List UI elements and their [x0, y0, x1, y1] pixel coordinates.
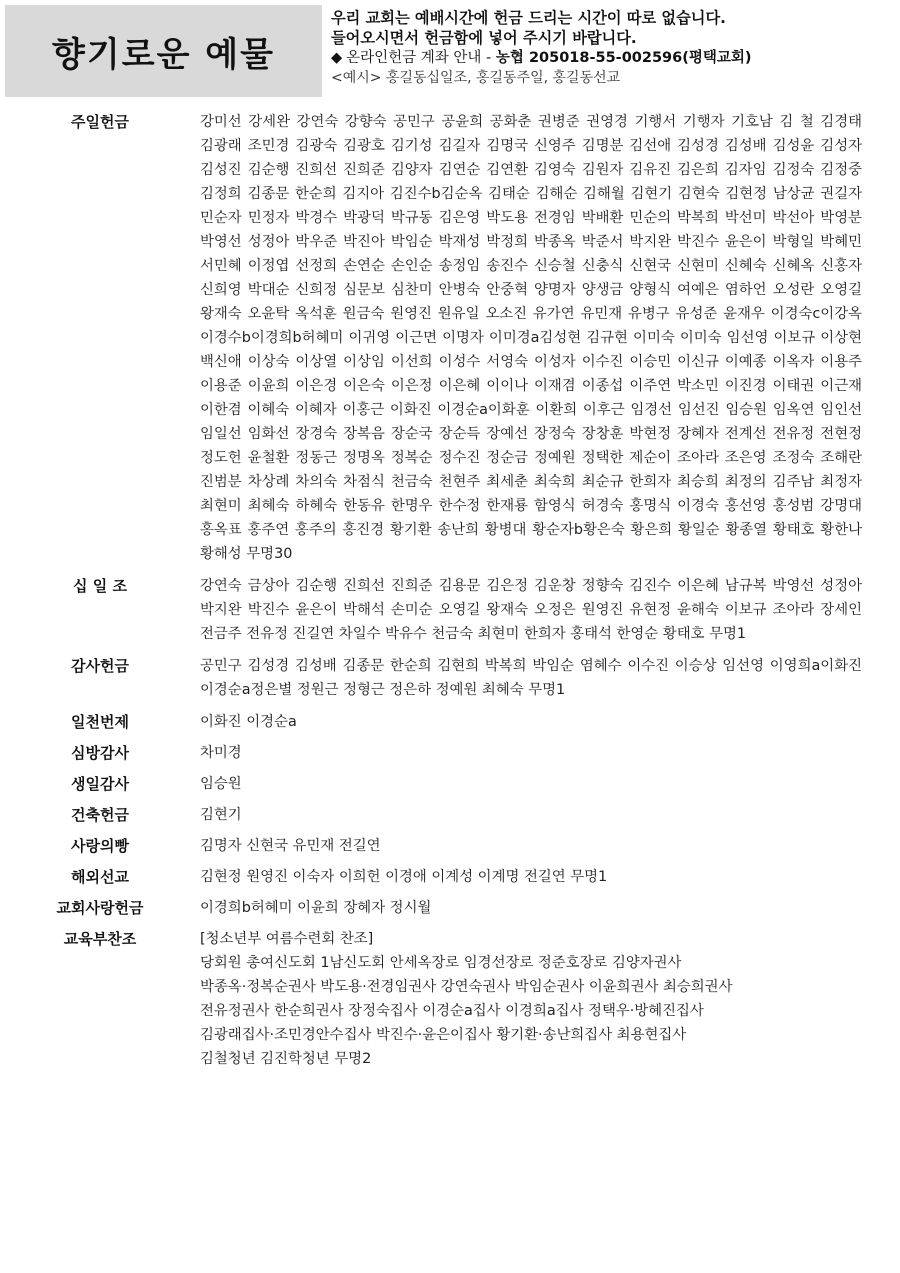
offering-list — [0, 110, 900, 1078]
education-line: 박종옥·정복순권사 박도용·전경임권사 강연숙권사 박임순권사 이윤희권사 최승희권사 — [200, 979, 733, 995]
section-sunday — [0, 110, 900, 566]
online-prefix: 온라인헌금 계좌 안내 - — [346, 50, 496, 66]
section-thanks — [0, 654, 900, 702]
online-account: 농협 205018-55-002596(평택교회) — [495, 50, 752, 66]
education-line: 김광래집사·조민경안수집사 박진수·윤은이집사 황기환·송난희집사 최용현집사 — [200, 1027, 687, 1043]
section-tithe — [0, 574, 900, 646]
section-education — [0, 927, 900, 1071]
example-line: <예시> 홍길동십일조, 홍길동주일, 홍길동선교 — [331, 70, 621, 86]
section-label: 교육부찬조 — [63, 930, 137, 948]
donor-names: 이화진 이경순a — [200, 714, 297, 730]
donor-names: 임승원 — [200, 776, 242, 792]
section-label: 사랑의빵 — [71, 837, 129, 855]
online-account-line — [331, 48, 895, 68]
offering-notice — [331, 8, 895, 88]
header — [5, 5, 895, 97]
section-label: 교회사랑헌금 — [56, 899, 144, 917]
section-building — [0, 803, 900, 827]
section-label: 해외선교 — [71, 868, 129, 886]
notice-line-1: 우리 교회는 예배시간에 헌금 드리는 시간이 따로 없습니다. — [331, 9, 726, 27]
education-line: 당회원 총여신도회 1남신도회 안세옥장로 임경선장로 정준호장로 김양자권사 — [200, 955, 682, 971]
donor-names: 김현기 — [200, 807, 242, 823]
donor-names — [200, 927, 862, 1071]
education-line: [청소년부 여름수련회 찬조] — [200, 931, 374, 947]
donor-names: 강연숙 금상아 김순행 진희선 진희준 김용문 김은정 김운창 정향숙 김진수 이은혜 남규복 박영선 성정아 박지완 박진수 윤은이 박해석 손미순 오영길 왕재숙 오정은 원영진 유현정 윤해숙 이보규 조아라 장세인 전금주 전유정 진길연 차일수 박유수 천금숙 최현미 한희자 홍태석 한영순 황태호 무명1 — [200, 578, 862, 642]
section-label: 일천번제 — [71, 713, 129, 731]
education-line: 전유정권사 한순희권사 장정숙집사 이경순a집사 이경희a집사 정택우·방혜진집사 — [200, 1003, 704, 1019]
section-label: 건축헌금 — [71, 806, 129, 824]
section-label: 십 일 조 — [73, 577, 127, 595]
diamond-bullet-icon: ◆ — [331, 50, 343, 66]
section-overseas — [0, 865, 900, 889]
section-label: 심방감사 — [71, 744, 129, 762]
donor-names: 강미선 강세완 강연숙 강향숙 공민구 공윤희 공화춘 권병준 권영경 기행서 기행자 기호남 김 철 김경태 김광래 조민경 김광숙 김광호 김기성 김길자 김명국 신영주 김명분 김선애 김성경 김성배 김성윤 김성자 김성진 김순행 진희선 진희준 김양자 김연순 김연환 김영숙 김원자 김유진 김은희 김자임 김정숙 김정중 김정희 김종문 한순희 김지아 김진수b김순옥 김태순 김해순 김해월 김현기 김현숙 김현정 남상균 권길자 민순자 민정자 박경수 박광덕 박규동 김은영 박도용 전경임 박배환 민순의 박복희 박선미 박선아 박영분 박영선 성정아 박우준 박진아 박임순 박재성 박정희 박종옥 박준서 박지완 박진수 윤은이 박형일 박혜민 서민혜 이정엽 선정희 손연순 손인순 송정임 송진수 신승철 신충식 신현국 신현미 신혜숙 신혜옥 신홍자 신희영 박대순 신희정 심문보 심찬미 안병숙 안중혁 양명자 양생금 양형식 여예은 염하언 오성란 오영길 왕재숙 오윤탁 옥석훈 원금숙 원영진 원유일 오소진 유가연 유민재 유병구 유성준 윤재우 이경숙c이강옥 이경수b이경희b허혜미 이귀영 이근면 이명자 이미경a김성현 김규현 이미숙 이미숙 임선영 이보규 이상현 백신애 이상숙 이상열 이상임 이선희 이성수 서영숙 이성자 이수진 이승민 이신규 이예종 이옥자 이용주 이용준 이윤희 이은경 이은숙 이은정 이은혜 이이나 이재겸 이종섭 이주연 박소민 이진경 이태권 이근재 이한겸 이혜숙 이혜자 이홍근 이화진 이경순a이화훈 이환희 이후근 임경선 임선진 임승원 임옥연 임인선 임일선 임화선 장경숙 장복음 장순국 장순득 장예선 장정숙 장창훈 박현정 장혜자 전계선 전유정 전현정 정도헌 윤철환 정동근 정명옥 정복순 정수진 정순금 정예원 정택한 제순이 조아라 조은영 조정숙 조해란 진범분 차상례 차의숙 차점식 천금숙 천현주 최세춘 최숙희 최순규 한희자 최승희 최정의 김주남 최정자 최현미 최혜숙 하혜숙 한동유 한명우 한수정 한재룡 함영식 허경숙 홍명식 이경숙 홍선영 홍성범 강명대 홍옥표 홍주연 홍주의 홍진경 황기환 송난희 황병대 황순자b황은숙 황은희 황일순 황종열 황태호 황한나 황해성 무명30 — [200, 114, 862, 562]
section-thousandth — [0, 710, 900, 734]
section-visit — [0, 741, 900, 765]
notice-line-2: 들어오시면서 헌금함에 넣어 주시기 바랍니다. — [331, 29, 637, 47]
section-label: 주일헌금 — [71, 113, 129, 131]
education-line: 김철청년 김진학청년 무명2 — [200, 1051, 372, 1067]
page-title: 향기로운 예물 — [52, 34, 275, 75]
section-church-love — [0, 896, 900, 920]
donor-names: 이경희b허혜미 이윤희 장혜자 정시월 — [200, 900, 432, 916]
donor-names: 차미경 — [200, 745, 242, 761]
donor-names: 김현정 원영진 이숙자 이희헌 이경애 이계성 이계명 전길연 무명1 — [200, 869, 608, 885]
title-box — [5, 5, 322, 97]
donor-names: 공민구 김성경 김성배 김종문 한순희 김현희 박복희 박임순 염혜수 이수진 이승상 임선영 이영희a이화진 이경순a정은별 정원근 정형근 정은하 정예원 최혜숙 무명1 — [200, 658, 862, 698]
section-bread — [0, 834, 900, 858]
section-label: 생일감사 — [71, 775, 129, 793]
section-birthday — [0, 772, 900, 796]
section-label: 감사헌금 — [71, 657, 129, 675]
donor-names: 김명자 신현국 유민재 전길연 — [200, 838, 381, 854]
